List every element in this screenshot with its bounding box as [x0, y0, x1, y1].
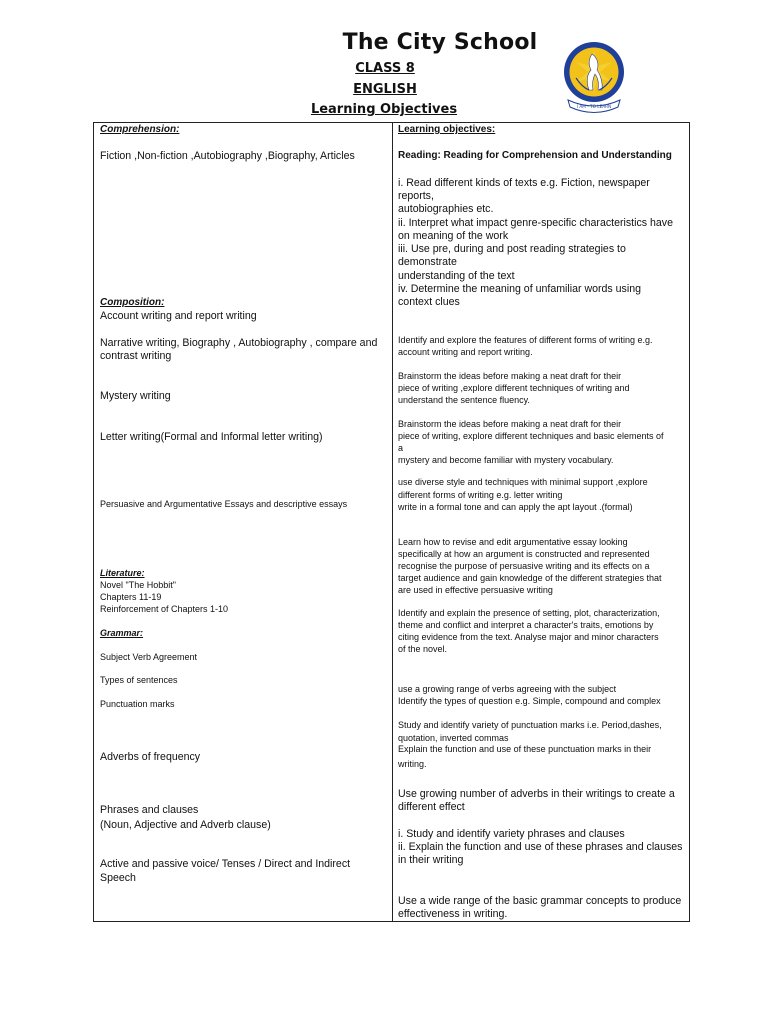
right-line: write in a formal tone and can apply the apt layout .(formal): [398, 502, 633, 512]
right-line: Use growing number of adverbs in their writings to create a: [398, 788, 675, 800]
right-line: understand the sentence fluency.: [398, 395, 530, 405]
right-line: reports,: [398, 190, 434, 202]
left-line: Adverbs of frequency: [100, 751, 201, 763]
right-line: Identify and explain the presence of setting, plot, characterization,: [398, 608, 660, 618]
left-line: Fiction ,Non-fiction ,Autobiography ,Biography, Articles: [100, 150, 355, 162]
left-line: Phrases and clauses: [100, 804, 199, 816]
school-crest-logo: [562, 40, 626, 116]
right-line: mystery and become familiar with mystery vocabulary.: [398, 455, 614, 465]
left-line: Narrative writing, Biography , Autobiography , compare and: [100, 337, 378, 349]
left-line: Chapters 11-19: [100, 592, 162, 602]
right-line: ii. Explain the function and use of these phrases and clauses: [398, 841, 683, 853]
composition-header: Composition:: [100, 297, 165, 308]
right-line: context clues: [398, 296, 460, 308]
right-line: understanding of the text: [398, 270, 515, 282]
learning-objectives-table: [93, 122, 690, 922]
column-divider: [392, 123, 393, 921]
left-line: Types of sentences: [100, 675, 178, 685]
left-line: contrast writing: [100, 350, 172, 362]
right-line: Learn how to revise and edit argumentative essay looking: [398, 537, 628, 547]
right-line: Explain the function and use of these punctuation marks in their: [398, 744, 652, 754]
comprehension-header: Comprehension:: [100, 124, 180, 135]
class-label: CLASS 8: [355, 61, 415, 76]
right-line: piece of writing, explore different techniques and basic elements of: [398, 431, 664, 441]
left-line: Mystery writing: [100, 390, 171, 402]
right-line: Identify the types of question e.g. Simple, compound and complex: [398, 696, 661, 706]
right-line: recognise the purpose of persuasive writing and its effects on a: [398, 561, 650, 571]
right-line: of the novel.: [398, 644, 448, 654]
right-line: different effect: [398, 801, 465, 813]
right-line: Brainstorm the ideas before making a neat draft for their: [398, 371, 622, 381]
right-line: target audience and gain knowledge of the different strategies that: [398, 573, 662, 583]
subject-label: ENGLISH: [353, 82, 417, 97]
right-line: Brainstorm the ideas before making a neat draft for their: [398, 419, 622, 429]
right-line: i. Study and identify variety phrases and clauses: [398, 828, 625, 840]
right-line: use diverse style and techniques with minimal support ,explore: [398, 477, 648, 487]
right-line: ii. Interpret what impact genre-specific characteristics have: [398, 217, 673, 229]
left-line: Reinforcement of Chapters 1-10: [100, 604, 229, 614]
right-line: different forms of writing e.g. letter writing: [398, 490, 563, 500]
left-line: Persuasive and Argumentative Essays and descriptive essays: [100, 499, 348, 509]
left-line: Speech: [100, 872, 136, 884]
doc-heading: Learning Objectives: [310, 102, 458, 117]
right-line: effectiveness in writing.: [398, 908, 508, 920]
right-line: are used in effective persuasive writing: [398, 585, 553, 595]
left-line: Subject Verb Agreement: [100, 652, 198, 662]
right-line: theme and conflict and interpret a character's traits, emotions by: [398, 620, 654, 630]
school-name: The City School: [342, 30, 538, 55]
right-line: piece of writing ,explore different techniques of writing and: [398, 383, 630, 393]
right-line: iii. Use pre, during and post reading strategies to: [398, 243, 626, 255]
right-line: account writing and report writing.: [398, 347, 533, 357]
right-line: specifically at how an argument is constructed and represented: [398, 549, 650, 559]
svg-text:I AM - TO LEARN: I AM - TO LEARN: [576, 104, 612, 109]
literature-header: Literature:: [100, 568, 145, 578]
right-line: writing.: [398, 759, 427, 769]
right-line: i. Read different kinds of texts e.g. Fiction, newspaper: [398, 177, 650, 189]
left-line: Active and passive voice/ Tenses / Direct and Indirect: [100, 858, 351, 870]
left-line: (Noun, Adjective and Adverb clause): [100, 819, 271, 831]
right-line: quotation, inverted commas: [398, 733, 509, 743]
learning-objectives-header: Learning objectives:: [398, 124, 496, 135]
right-line: a: [398, 443, 404, 453]
reading-subheading: Reading: Reading for Comprehension and Understanding: [398, 150, 672, 161]
right-line: Use a wide range of the basic grammar concepts to produce: [398, 895, 682, 907]
left-line: Punctuation marks: [100, 699, 175, 709]
right-line: use a growing range of verbs agreeing with the subject: [398, 684, 617, 694]
left-line: Novel "The Hobbit": [100, 580, 176, 590]
left-line: Account writing and report writing: [100, 310, 257, 322]
right-line: on meaning of the work: [398, 230, 509, 242]
right-line: in their writing: [398, 854, 464, 866]
right-line: citing evidence from the text. Analyse major and minor characters: [398, 632, 659, 642]
left-line: Letter writing(Formal and Informal letter writing): [100, 431, 323, 443]
right-line: demonstrate: [398, 256, 457, 268]
right-line: iv. Determine the meaning of unfamiliar words using: [398, 283, 641, 295]
right-line: Identify and explore the features of different forms of writing e.g.: [398, 335, 653, 345]
right-line: Study and identify variety of punctuation marks i.e. Period,dashes,: [398, 720, 662, 730]
grammar-header: Grammar:: [100, 628, 144, 638]
right-line: autobiographies etc.: [398, 203, 494, 215]
